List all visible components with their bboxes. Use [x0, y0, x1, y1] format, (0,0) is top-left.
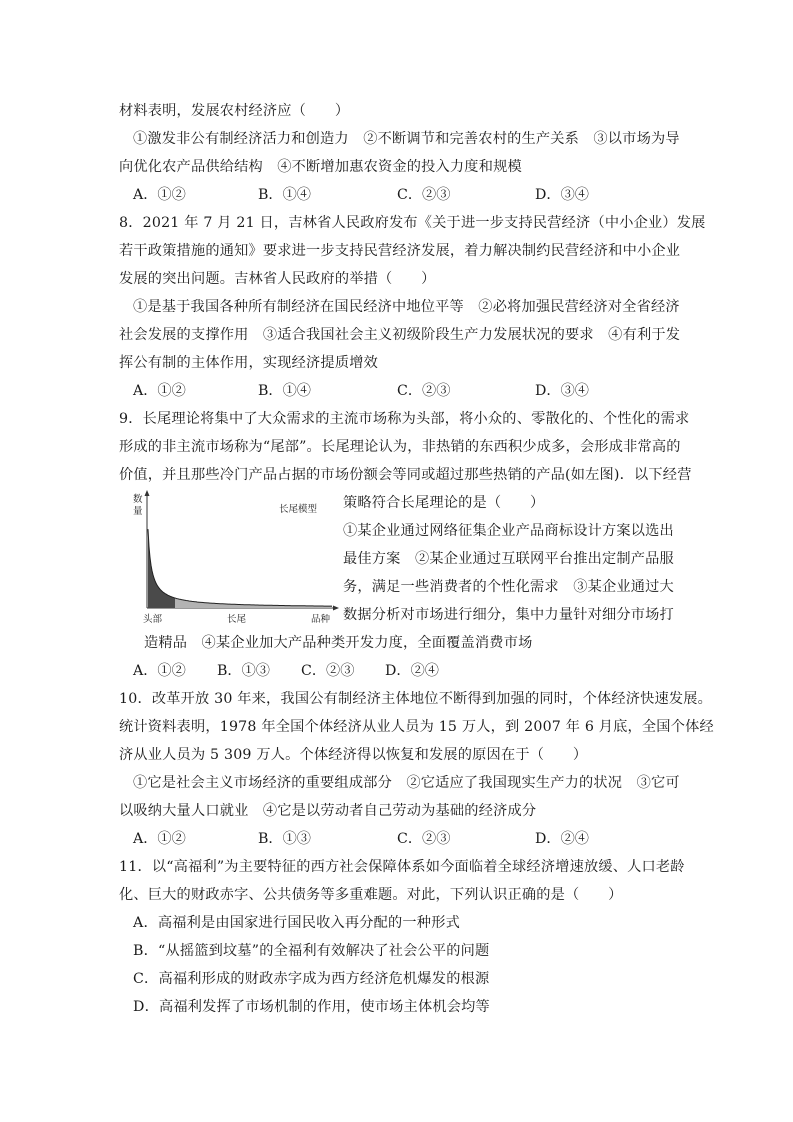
- y-axis-label-2: 量: [133, 506, 143, 517]
- q8-stem-line3: 发展的突出问题。吉林省人民政府的举措（ ）: [119, 271, 436, 287]
- q8-option-a[interactable]: A．①②: [133, 383, 186, 399]
- q10-stem-line1: 10．改革开放 30 年来，我国公有制经济主体地位不断得到加强的同时，个体经济快速发展。: [119, 691, 713, 707]
- tail-area: [175, 598, 332, 608]
- q9-right-line1: 策略符合长尾理论的是（ ）: [343, 495, 545, 511]
- segment-label-head: 头部: [143, 614, 163, 625]
- q11-stem-line1: 11．以“高福利”为主要特征的西方社会保障体系如今面临着全球经济增速放缓、人口老龄: [119, 859, 685, 875]
- q8-option-d[interactable]: D．③④: [535, 383, 589, 399]
- q9-right-line3: 最佳方案 ②某企业通过互联网平台推出定制产品服: [343, 551, 674, 567]
- q7-items-line1: ①激发非公有制经济活力和创造力 ②不断调节和完善农村的生产关系 ③以市场为导: [133, 131, 680, 147]
- q8-items-line1: ①是基于我国各种所有制经济在国民经济中地位平等 ②必将加强民营经济对全省经济: [133, 299, 680, 315]
- q7-items-line2: 向优化农产品供给结构 ④不断增加惠农资金的投入力度和规模: [119, 159, 522, 175]
- q10-stem-line2: 统计资料表明，1978 年全国个体经济从业人员为 15 万人，到 2007 年 6 月底，全国个体经: [119, 719, 714, 735]
- q10-items-line2: 以吸纳大量人口就业 ④它是以劳动者自己劳动为基础的经济成分: [119, 803, 537, 819]
- q8-items-line2: 社会发展的支撑作用 ③适合我国社会主义初级阶段生产力发展状况的要求 ④有利于发: [119, 327, 681, 343]
- q9-right-line4: 务，满足一些消费者的个性化需求 ③某企业通过大: [343, 579, 674, 595]
- q11-stem-line2: 化、巨大的财政赤字、公共债务等多重难题。对此，下列认识正确的是（ ）: [119, 887, 623, 903]
- q9-option-b[interactable]: B．①③: [217, 663, 270, 679]
- q8-option-b[interactable]: B．①④: [258, 383, 311, 399]
- y-axis-arrow: [145, 490, 150, 496]
- q10-items-line1: ①它是社会主义市场经济的重要组成部分 ②它适应了我国现实生产力的状况 ③它可: [133, 775, 680, 791]
- q9-option-d[interactable]: D．②④: [385, 663, 439, 679]
- q8-stem-line1: 8．2021 年 7 月 21 日，吉林省人民政府发布《关于进一步支持民营经济（中小企业）发展: [119, 215, 706, 231]
- q11-choice-a[interactable]: A．高福利是由国家进行国民收入再分配的一种形式: [133, 915, 460, 931]
- q7-option-b[interactable]: B．①④: [258, 187, 311, 203]
- q10-stem-line3: 济从业人员为 5 309 万人。个体经济得以恢复和发展的原因在于（ ）: [119, 747, 588, 763]
- q7-option-d[interactable]: D．③④: [535, 187, 589, 203]
- q10-option-b[interactable]: B．①③: [258, 831, 311, 847]
- q11-choice-c[interactable]: C．高福利形成的财政赤字成为西方经济危机爆发的根源: [133, 971, 490, 987]
- x-axis-label: 品种: [311, 614, 331, 625]
- long-tail-curve: [148, 529, 332, 606]
- x-axis-arrow: [333, 606, 339, 611]
- segment-label-tail: 长尾: [227, 614, 247, 625]
- q9-right-line2: ①某企业通过网络征集企业产品商标设计方案以选出: [343, 523, 674, 539]
- q9-stem-line1: 9．长尾理论将集中了大众需求的主流市场称为头部，将小众的、零散化的、个性化的需求: [119, 411, 690, 427]
- q10-option-d[interactable]: D．②④: [535, 831, 589, 847]
- q9-items-last: 造精品 ④某企业加大产品种类开发力度，全面覆盖消费市场: [144, 635, 533, 651]
- q7-option-a[interactable]: A．①②: [133, 187, 186, 203]
- q9-right-line5: 数据分析对市场进行细分，集中力量针对细分市场打: [343, 607, 674, 623]
- q9-stem-line3: 价值，并且那些冷门产品占据的市场份额会等同或超过那些热销的产品(如左图)．以下经营: [119, 467, 692, 483]
- q11-choice-b[interactable]: B．“从摇篮到坟墓”的全福利有效解决了社会公平的问题: [133, 943, 490, 959]
- long-tail-chart: [127, 490, 339, 628]
- q8-stem-line2: 若干政策措施的通知》要求进一步支持民营经济发展，着力解决制约民营经济和中小企业: [119, 243, 681, 259]
- q9-option-c[interactable]: C．②③: [301, 663, 355, 679]
- q8-option-c[interactable]: C．②③: [397, 383, 451, 399]
- q10-option-a[interactable]: A．①②: [133, 831, 186, 847]
- q7-option-c[interactable]: C．②③: [397, 187, 451, 203]
- q11-choice-d[interactable]: D．高福利发挥了市场机制的作用，使市场主体机会均等: [133, 999, 490, 1015]
- chart-title: 长尾模型: [279, 504, 318, 515]
- q9-option-a[interactable]: A．①②: [133, 663, 186, 679]
- y-axis-label-1: 数: [133, 494, 143, 505]
- q8-items-line3: 挥公有制的主体作用，实现经济提质增效: [119, 355, 378, 371]
- q9-stem-line2: 形成的非主流市场称为“尾部”。长尾理论认为，非热销的东西积少成多，会形成非常高的: [119, 439, 681, 455]
- q10-option-c[interactable]: C．②③: [397, 831, 451, 847]
- q7-stem: 材料表明，发展农村经济应（ ）: [119, 103, 350, 119]
